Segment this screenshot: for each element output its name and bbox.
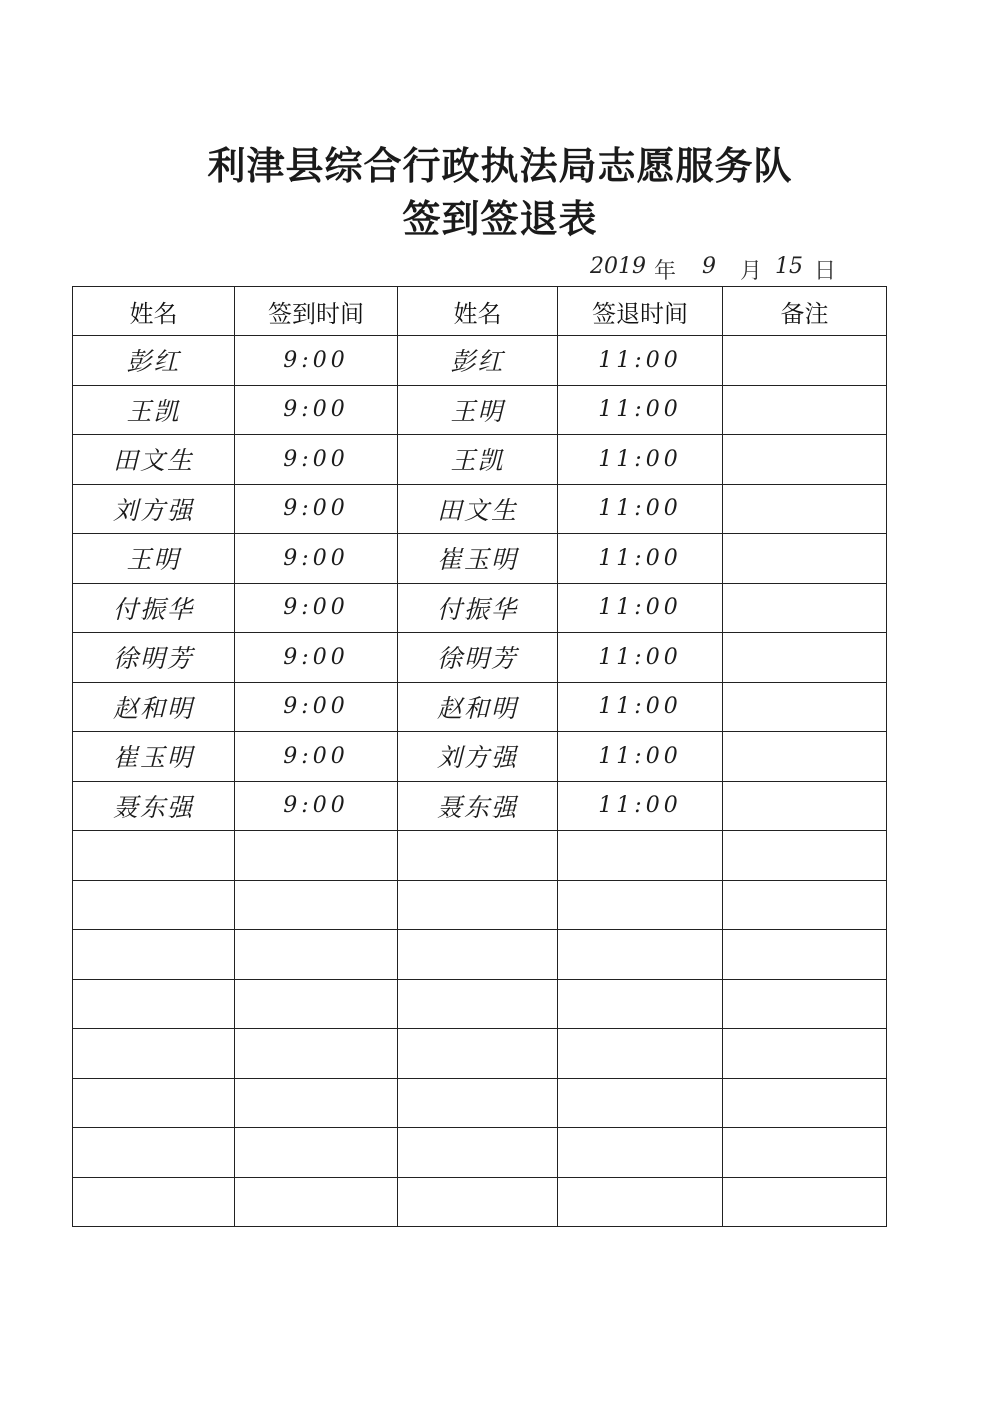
signout-time-cell: 11:00 <box>558 435 723 485</box>
sign-in-out-table <box>72 286 887 1227</box>
date-line <box>590 250 850 284</box>
table-row <box>73 385 887 435</box>
signin-name-cell: 赵和明 <box>73 682 235 732</box>
signout-name-cell: 田文生 <box>398 484 558 534</box>
signout-name-cell: 徐明芳 <box>398 633 558 683</box>
remarks-cell <box>723 1177 887 1227</box>
table-row <box>73 1029 887 1079</box>
signin-time-cell <box>235 1128 398 1178</box>
table-row <box>73 682 887 732</box>
signin-time-cell: 9:00 <box>235 435 398 485</box>
remarks-cell <box>723 435 887 485</box>
signout-time-cell <box>558 880 723 930</box>
signout-name-cell: 付振华 <box>398 583 558 633</box>
signout-name-cell: 彭红 <box>398 336 558 386</box>
column-header-name-out: 姓名 <box>398 287 558 336</box>
signout-time-cell <box>558 1128 723 1178</box>
signin-time-cell <box>235 831 398 881</box>
table-row <box>73 484 887 534</box>
signin-time-cell: 9:00 <box>235 534 398 584</box>
signin-name-cell: 王凯 <box>73 385 235 435</box>
signout-time-cell <box>558 930 723 980</box>
signout-time-cell: 11:00 <box>558 534 723 584</box>
signout-time-cell: 11:00 <box>558 385 723 435</box>
signin-name-cell <box>73 930 235 980</box>
document-title: 利津县综合行政执法局志愿服务队 <box>207 144 793 188</box>
table-row <box>73 831 887 881</box>
signin-time-cell: 9:00 <box>235 583 398 633</box>
table-row <box>73 930 887 980</box>
signout-name-cell: 刘方强 <box>398 732 558 782</box>
signin-name-cell: 崔玉明 <box>73 732 235 782</box>
signout-time-cell: 11:00 <box>558 781 723 831</box>
column-header-signout-time: 签退时间 <box>558 287 723 336</box>
table-row <box>73 633 887 683</box>
remarks-cell <box>723 831 887 881</box>
signout-name-cell <box>398 979 558 1029</box>
table-row <box>73 880 887 930</box>
signin-time-cell: 9:00 <box>235 781 398 831</box>
table-row <box>73 781 887 831</box>
signin-name-cell <box>73 1177 235 1227</box>
remarks-cell <box>723 682 887 732</box>
signout-time-cell <box>558 1078 723 1128</box>
signout-time-cell: 11:00 <box>558 583 723 633</box>
table-row <box>73 732 887 782</box>
signin-time-cell: 9:00 <box>235 385 398 435</box>
remarks-cell <box>723 1029 887 1079</box>
date-year-char: 年 <box>654 259 677 284</box>
table-header-row <box>73 287 887 336</box>
document-subtitle: 签到签退表 <box>402 197 598 241</box>
date-year: 2019 <box>590 254 646 279</box>
signin-time-cell <box>235 880 398 930</box>
signout-time-cell: 11:00 <box>558 484 723 534</box>
signout-name-cell: 崔玉明 <box>398 534 558 584</box>
signin-name-cell: 彭红 <box>73 336 235 386</box>
signout-time-cell: 11:00 <box>558 633 723 683</box>
signin-name-cell <box>73 880 235 930</box>
remarks-cell <box>723 979 887 1029</box>
signout-time-cell <box>558 1177 723 1227</box>
signin-name-cell <box>73 831 235 881</box>
signin-name-cell <box>73 1029 235 1079</box>
date-day: 15 <box>775 254 803 279</box>
signout-name-cell <box>398 1029 558 1079</box>
remarks-cell <box>723 1078 887 1128</box>
signin-time-cell: 9:00 <box>235 633 398 683</box>
signout-time-cell: 11:00 <box>558 682 723 732</box>
remarks-cell <box>723 583 887 633</box>
table-row <box>73 1128 887 1178</box>
signout-name-cell: 聂东强 <box>398 781 558 831</box>
remarks-cell <box>723 385 887 435</box>
remarks-cell <box>723 781 887 831</box>
table-row <box>73 1177 887 1227</box>
remarks-cell <box>723 484 887 534</box>
table-row <box>73 435 887 485</box>
signin-name-cell: 王明 <box>73 534 235 584</box>
date-day-char: 日 <box>814 259 837 284</box>
signin-name-cell <box>73 1078 235 1128</box>
signin-time-cell <box>235 1029 398 1079</box>
remarks-cell <box>723 534 887 584</box>
signout-time-cell: 11:00 <box>558 732 723 782</box>
signin-time-cell <box>235 979 398 1029</box>
signin-name-cell: 聂东强 <box>73 781 235 831</box>
signin-time-cell <box>235 1078 398 1128</box>
signout-name-cell <box>398 930 558 980</box>
signin-name-cell: 徐明芳 <box>73 633 235 683</box>
signout-name-cell: 王凯 <box>398 435 558 485</box>
signout-name-cell: 王明 <box>398 385 558 435</box>
signin-time-cell <box>235 1177 398 1227</box>
table-row <box>73 534 887 584</box>
date-month-char: 月 <box>740 259 763 284</box>
signout-name-cell <box>398 1078 558 1128</box>
signout-name-cell <box>398 831 558 881</box>
remarks-cell <box>723 336 887 386</box>
signout-time-cell <box>558 1029 723 1079</box>
signin-time-cell: 9:00 <box>235 682 398 732</box>
signin-name-cell: 田文生 <box>73 435 235 485</box>
signin-time-cell: 9:00 <box>235 732 398 782</box>
column-header-name-in: 姓名 <box>73 287 235 336</box>
column-header-signin-time: 签到时间 <box>235 287 398 336</box>
remarks-cell <box>723 930 887 980</box>
table-row <box>73 583 887 633</box>
signout-name-cell: 赵和明 <box>398 682 558 732</box>
signin-name-cell <box>73 1128 235 1178</box>
signout-time-cell <box>558 979 723 1029</box>
column-header-remarks: 备注 <box>723 287 887 336</box>
remarks-cell <box>723 880 887 930</box>
table-row <box>73 336 887 386</box>
table-row <box>73 979 887 1029</box>
signout-name-cell <box>398 1177 558 1227</box>
signin-name-cell <box>73 979 235 1029</box>
remarks-cell <box>723 732 887 782</box>
signin-time-cell: 9:00 <box>235 484 398 534</box>
remarks-cell <box>723 633 887 683</box>
signout-name-cell <box>398 880 558 930</box>
table-row <box>73 1078 887 1128</box>
signout-name-cell <box>398 1128 558 1178</box>
signin-time-cell <box>235 930 398 980</box>
signout-time-cell <box>558 831 723 881</box>
signin-time-cell: 9:00 <box>235 336 398 386</box>
date-month: 9 <box>702 254 716 279</box>
remarks-cell <box>723 1128 887 1178</box>
signin-name-cell: 付振华 <box>73 583 235 633</box>
signin-name-cell: 刘方强 <box>73 484 235 534</box>
signout-time-cell: 11:00 <box>558 336 723 386</box>
